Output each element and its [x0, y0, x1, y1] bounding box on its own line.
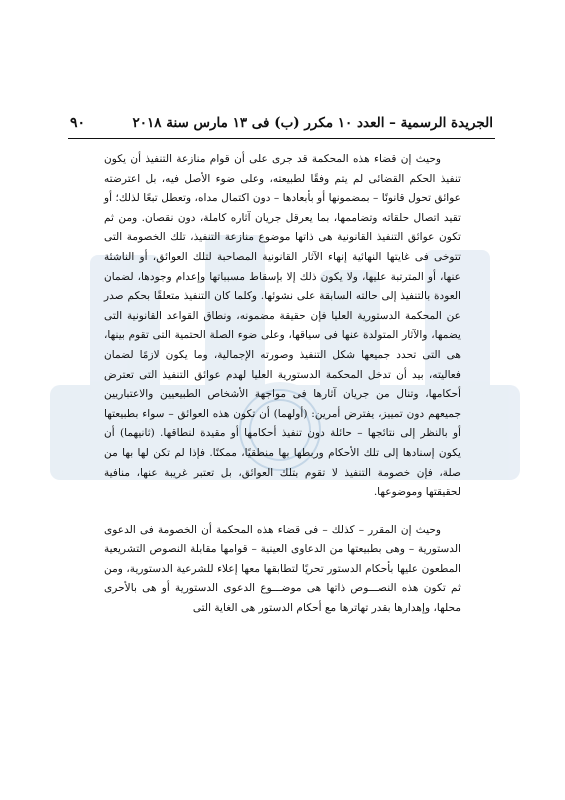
- paragraph: وحيث إن قضاء هذه المحكمة قد جرى على أن قوام منازعة التنفيذ أن يكون تنفيذ الحكم القضائى لم يتم وفقًا لطبيعته، وعلى ضوء الأصل فيه، بل اعترضته عوائق تحول قانونًا – بمضمونها أو بأبعادها – دون اكتمال مداه، وتعطل تبعًا لذلك؛ أو تقيد اتصال حلقاته وتضاممها، بما يعرقل جريان آثاره كاملة، دون نقصان. ومن ثم تكون عوائق التنفيذ القانونية هى ذاتها موضوع منازعة التنفيذ، تلك الخصومة التى تتوخى فى غايتها النهائية إنهاء الآثار القانونية المصاحبة لتلك العوائق، أو الناشئة عنها، أو المترتبة عليها، ولا يكون ذلك إلا بإسقاط مسبباتها وإعدام وجودها، لضمان العودة بالتنفيذ إلى حالته السابقة على نشوئها. وكلما كان التنفيذ متعلقًا بحكم صدر عن المحكمة الدستورية العليا فإن حقيقة مضمونه، ونطاق القواعد القانونية التى يضمها، والآثار المتولدة عنها فى سياقها، وعلى ضوء الصلة الحتمية التى تقوم بينها، هى التى تحدد جميعها شكل التنفيذ وصورته الإجمالية، وما يكون لازمًا لضمان فعاليته، بيد أن تدخل المحكمة الدستورية العليا لهدم عوائق التنفيذ التى تعترض أحكامها، وتنال من جريان آثارها فى مواجهة الأشخاص الطبيعيين والاعتباريين جميعهم دون تمييز، يفترض أمرين: (أولهما) أن تكون هذه العوائق – سواء بطبيعتها أو بالنظر إلى نتائجها – حائلة دون تنفيذ أحكامها أو مقيدة لنطاقها. (ثانيهما) أن يكون إسنادها إلى تلك الأحكام وربطها بها منطقيًا، ممكنًا. فإذا لم تكن لها بها من صلة، فإن خصومة التنفيذ لا تقوم بتلك العوائق، بل تعتبر غريبة عنها، منافية لحقيقتها وموضوعها.: [104, 153, 461, 499]
- document-body: [104, 150, 461, 619]
- page-number: ٩٠: [70, 115, 86, 131]
- header-divider: [68, 138, 495, 139]
- gazette-title: الجريدة الرسمية – العدد ١٠ مكرر (ب) فى ١٣ مارس سنة ٢٠١٨: [132, 115, 493, 131]
- paragraph: وحيث إن المقرر – كذلك – فى قضاء هذه المحكمة أن الخصومة فى الدعوى الدستورية – وهى بطبيعتها من الدعاوى العينية – قوامها مقابلة النصوص التشريعية المطعون عليها بأحكام الدستور تحريًا لتطابقها معها إعلاء للشرعية الدستورية، ومن ثم تكون هذه النصـــوص ذاتها هى موضـــوع الدعوى الدستورية أو هى بالأحرى محلها، وإهدارها بقدر تهاترها مع أحكام الدستور هى الغاية التى: [104, 523, 461, 615]
- page-header: [70, 115, 493, 131]
